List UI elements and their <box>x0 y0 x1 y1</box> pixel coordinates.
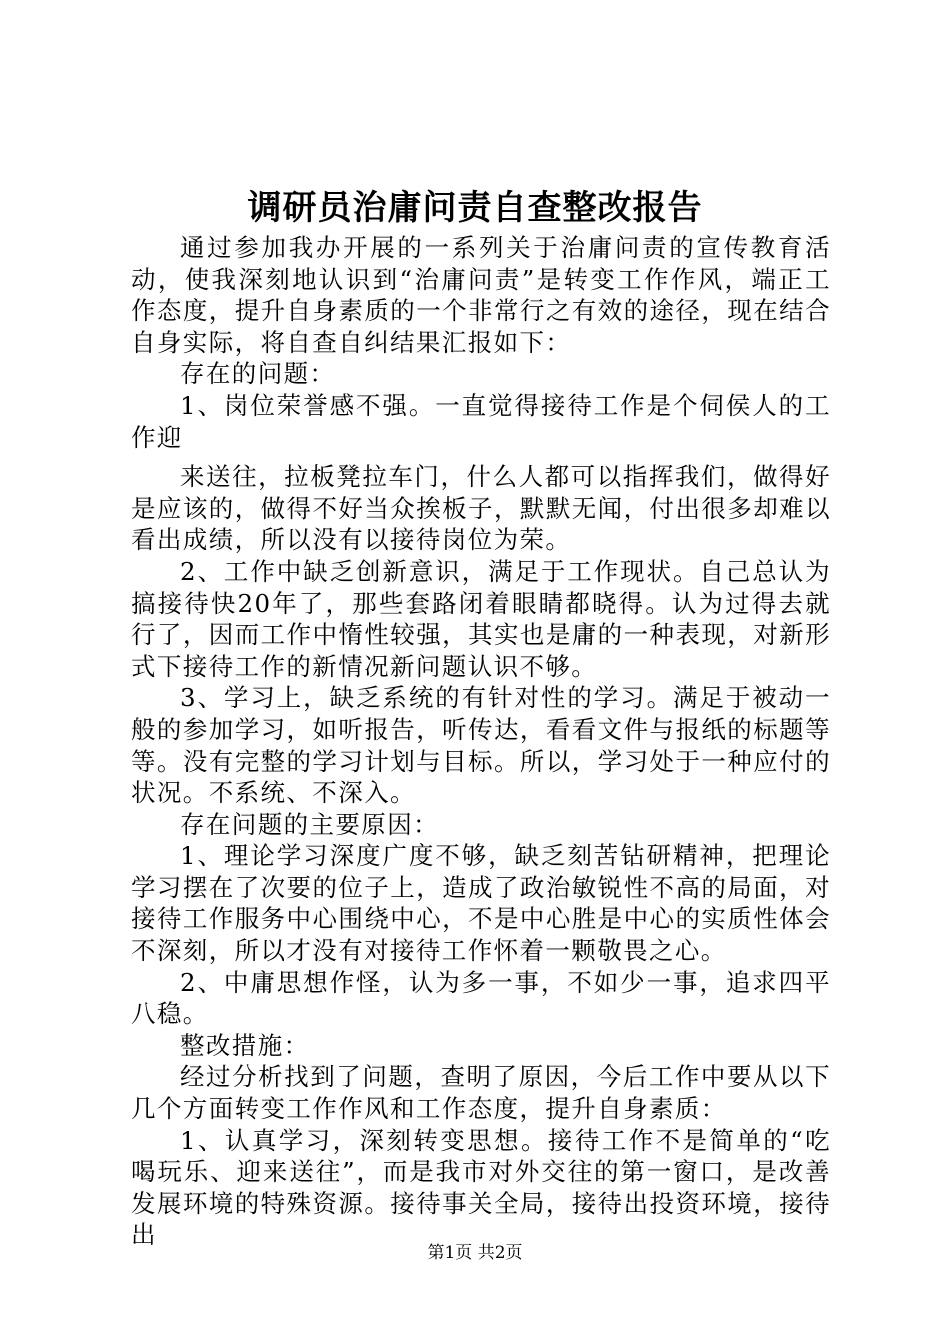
heading-measures: 整改措施： <box>180 1030 310 1060</box>
page-footer: 第1页 共2页 <box>427 1243 523 1263</box>
paragraph-cause-2: 2、中庸思想作怪，认为多一事，不如少一事，追求四平八稳。 <box>131 967 831 1029</box>
paragraph-problem-1a: 1、岗位荣誉感不强。一直觉得接待工作是个伺侯人的工作迎 <box>131 390 831 452</box>
paragraph-cause-1: 1、理论学习深度广度不够，缺乏刻苦钻研精神，把理论学习摆在了次要的位子上，造成了政治敏锐性不高的局面，对接待工作服务中心围绕中心，不是中心胜是中心的实质性体会不深刻，所以才没有对接待工作怀着一颗敬畏之心。 <box>131 841 831 966</box>
document-title: 调研员治庸问责自查整改报告 <box>247 188 703 228</box>
paragraph-problem-1b: 来送往，拉板凳拉车门，什么人都可以指挥我们，做得好是应该的，做得不好当众挨板子，默默无闻，付出很多却难以看出成绩，所以没有以接待岗位为荣。 <box>131 462 831 555</box>
paragraph-measure-1: 1、认真学习，深刻转变思想。接待工作不是简单的“吃喝玩乐、迎来送往”，而是我市对外交往的第一窗口，是改善发展环境的特殊资源。接待事关全局，接待出投资环境，接待出 <box>131 1125 831 1250</box>
heading-causes: 存在问题的主要原因： <box>180 809 439 839</box>
paragraph-problem-3: 3、学习上，缺乏系统的有针对性的学习。满足于被动一般的参加学习，如听报告，听传达，看看文件与报纸的标题等等。没有完整的学习计划与目标。所以，学习处于一种应付的状况。不系统、不深入。 <box>131 683 831 808</box>
paragraph-problem-2: 2、工作中缺乏创新意识，满足于工作现状。自己总认为搞接待快20年了，那些套路闭着眼睛都晓得。认为过得去就行了，因而工作中惰性较强，其实也是庸的一种表现，对新形式下接待工作的新情况新问题认识不够。 <box>131 556 831 681</box>
document-body <box>131 232 831 1251</box>
paragraph-intro: 通过参加我办开展的一系列关于治庸问责的宣传教育活动，使我深刻地认识到“治庸问责”是转变工作作风，端正工作态度，提升自身素质的一个非常行之有效的途径，现在结合自身实际，将自查自纠结果汇报如下： <box>131 233 831 357</box>
paragraph-measures-intro: 经过分析找到了问题，查明了原因，今后工作中要从以下几个方面转变工作作风和工作态度，提升自身素质： <box>131 1062 831 1124</box>
heading-problems: 存在的问题： <box>180 359 336 389</box>
